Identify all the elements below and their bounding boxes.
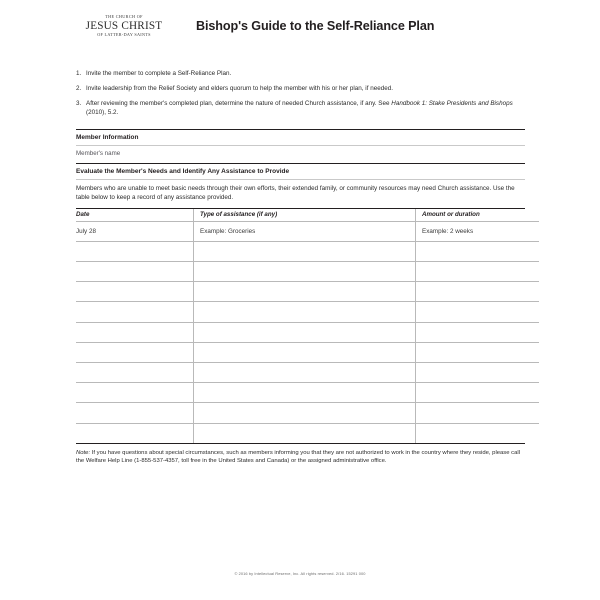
table-header <box>76 209 539 222</box>
cell-amount[interactable] <box>416 322 540 342</box>
table-row[interactable] <box>76 262 539 282</box>
table-row[interactable] <box>76 363 539 383</box>
list-item <box>76 99 525 117</box>
cell-date[interactable]: July 28 <box>76 221 194 241</box>
document-body <box>76 0 525 466</box>
cell-amount[interactable] <box>416 241 540 261</box>
cell-type[interactable] <box>194 322 416 342</box>
copyright-footer: © 2016 by Intellectual Reserve, Inc. All rights reserved. 2/16. 15291 000 <box>234 571 366 576</box>
cell-date[interactable] <box>76 363 194 383</box>
table-body <box>76 221 539 443</box>
cell-date[interactable] <box>76 282 194 302</box>
footnote-label: Note: <box>76 449 91 456</box>
table-row[interactable] <box>76 322 539 342</box>
cell-type[interactable] <box>194 403 416 423</box>
cell-date[interactable] <box>76 383 194 403</box>
cell-type[interactable] <box>194 302 416 322</box>
list-item-text <box>86 84 525 93</box>
cell-date[interactable] <box>76 342 194 362</box>
list-item-number: 3. <box>76 99 82 107</box>
table-header-row <box>76 209 539 222</box>
cell-type[interactable] <box>194 383 416 403</box>
list-item <box>76 84 525 93</box>
cell-amount[interactable]: Example: 2 weeks <box>416 221 540 241</box>
cell-type[interactable] <box>194 262 416 282</box>
footnote-text: If you have questions about special circumstances, such as members informing you that they are not authorized to work in the country where they reside, please call the Welfare Help Line (1-855-537-4357, toll free in the United States and Canada) or the assigned administrative office. <box>76 449 521 465</box>
logo-line-latter-day-saints: OF LATTER-DAY SAINTS <box>97 32 151 38</box>
cell-type[interactable] <box>194 423 416 443</box>
list-item-text-tail: (2010), 5.2. <box>86 108 119 116</box>
table-row[interactable] <box>76 282 539 302</box>
list-item-text-main: After reviewing the member's completed plan, determine the nature of needed Church assistance, if any. See <box>86 99 392 107</box>
cell-date[interactable] <box>76 241 194 261</box>
list-item-text <box>86 69 525 78</box>
list-item-text <box>86 99 525 117</box>
logo-line-jesus-christ: JESUS CHRIST <box>85 19 163 32</box>
cell-type[interactable] <box>194 363 416 383</box>
evaluate-section-paragraph: Members who are unable to meet basic needs through their own efforts, their extended family, or community resources may need Church assistance. Use the table below to keep a record of any assistance provided. <box>76 185 515 202</box>
cell-date[interactable] <box>76 302 194 322</box>
instruction-list <box>76 69 525 129</box>
page-title: Bishop's Guide to the Self-Reliance Plan <box>196 19 435 33</box>
cell-amount[interactable] <box>416 363 540 383</box>
member-information-heading: Member Information <box>76 134 139 142</box>
list-item-number: 2. <box>76 84 82 92</box>
column-header-date: Date <box>76 209 194 222</box>
column-header-type: Type of assistance (if any) <box>194 209 416 222</box>
list-item-text-main: Invite leadership from the Relief Society and elders quorum to help the member with his or her plan, if needed. <box>86 84 393 92</box>
cell-date[interactable] <box>76 403 194 423</box>
table-row[interactable] <box>76 302 539 322</box>
logo-line-church-of: THE CHURCH OF <box>105 14 143 19</box>
cell-amount[interactable] <box>416 383 540 403</box>
list-item-text-main: Invite the member to complete a Self-Reliance Plan. <box>86 70 232 77</box>
evaluate-section-heading: Evaluate the Member's Needs and Identify Any Assistance to Provide <box>76 168 290 176</box>
handbook-reference: Handbook 1: Stake Presidents and Bishops <box>391 99 513 107</box>
cell-amount[interactable] <box>416 423 540 443</box>
cell-amount[interactable] <box>416 262 540 282</box>
cell-type[interactable] <box>194 342 416 362</box>
cell-amount[interactable] <box>416 282 540 302</box>
cell-type[interactable]: Example: Groceries <box>194 221 416 241</box>
cell-date[interactable] <box>76 322 194 342</box>
document-header <box>76 0 525 53</box>
assistance-table <box>76 209 539 443</box>
cell-date[interactable] <box>76 262 194 282</box>
list-item <box>76 69 525 78</box>
footnote <box>76 444 525 466</box>
cell-amount[interactable] <box>416 302 540 322</box>
table-row[interactable] <box>76 221 539 241</box>
table-row[interactable] <box>76 403 539 423</box>
column-header-amount: Amount or duration <box>416 209 540 222</box>
cell-amount[interactable] <box>416 403 540 423</box>
table-row[interactable] <box>76 423 539 443</box>
church-logo <box>76 13 172 38</box>
cell-type[interactable] <box>194 282 416 302</box>
cell-amount[interactable] <box>416 342 540 362</box>
list-item-number: 1. <box>76 70 82 77</box>
table-row[interactable] <box>76 383 539 403</box>
members-name-field[interactable]: Member's name <box>76 150 121 158</box>
cell-date[interactable] <box>76 423 194 443</box>
table-row[interactable] <box>76 241 539 261</box>
table-row[interactable] <box>76 342 539 362</box>
cell-type[interactable] <box>194 241 416 261</box>
